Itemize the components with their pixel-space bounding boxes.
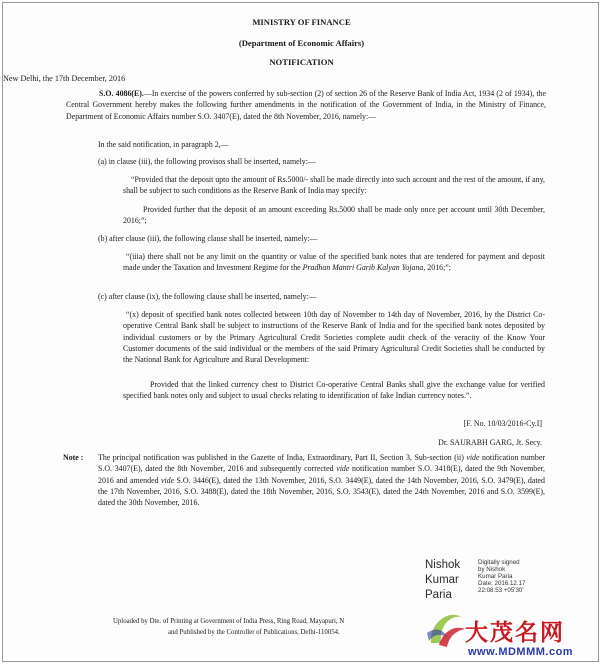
clause-x: “(x) deposit of specified bank notes collected between 10th day of November to 14th day of November, 2016, by the District Co-operative Central Bank shall be subject to instructions of the Reserve Bank of India and for the specified bank notes deposited by individual customers or by the Primary Agricultural Credit Societies complete audit check of the veracity of the Know Your Customer documents of the said individual or the members of the said Primary Agricultural Credit Societies shall be conducted by the National Bank for Agriculture and Rural Development: [123, 310, 545, 365]
place-date: New Delhi, the 17th December, 2016 [3, 74, 126, 83]
footer-line-1: Uploaded by Dte. of Printing at Government of India Press, Ring Road, Mayapuri, N [113, 618, 345, 625]
footer-line-2: and Published by the Controller of Publications, Delhi-110054. [168, 629, 340, 636]
in-notification-text: In the said notification, in paragraph 2,— [98, 140, 229, 149]
signer-name-2: Kumar [425, 574, 459, 586]
intro-paragraph [66, 88, 546, 122]
department-title: (Department of Economic Affairs) [238, 38, 365, 48]
note-label: Note : [63, 453, 84, 462]
clause-iiia [123, 251, 545, 274]
proviso-2: Provided further that the deposit of an amount exceeding Rs.5000 shall be made only once per account until 30th December, 2016;”; [123, 205, 545, 226]
signature-detail-2: by Nishok [478, 566, 506, 573]
notification-title: NOTIFICATION [269, 57, 334, 67]
signature-detail-3: Kumar Paria [478, 573, 513, 580]
file-number: [F. No. 10/03/2016-Cy.I] [463, 419, 542, 428]
gazette-page [2, 2, 599, 662]
signature-detail-1: Digitally signed [478, 559, 520, 566]
signature-detail-5: 22:08:53 +05'30' [478, 587, 524, 594]
signatory: Dr. SAURABH GARG, Jt. Secy. [438, 438, 542, 447]
signature-detail-4: Date: 2016.12.17 [478, 580, 526, 587]
intro-text: —In exercise of the powers conferred by sub-section (2) of section 26 of the Reserve Bank of India Act, 1934 (2 of 1934), the Central Government hereby makes the following further amendments in the notification of the Government of India, in the Ministry of Finance, Department of Economic Affairs number S.O. 3407(E), dated the 8th November, 2016, namely:— [66, 89, 547, 121]
clause-a: (a) in clause (iii), the following provisos shall be inserted, namely:— [98, 157, 316, 166]
clause-b: (b) after clause (iii), the following clause shall be inserted, namely:— [98, 234, 318, 243]
scheme-name: Pradhan Mantri Garib Kalyan Yojana [302, 263, 424, 273]
clause-c: (c) after clause (ix), the following clause shall be inserted, namely:— [98, 292, 317, 301]
watermark-chinese-text: 大茂名网 [465, 620, 565, 646]
proviso-1: “Provided that the deposit upto the amount of Rs.5000/- shall be made directly into such account and the rest of the amount, if any, shall be subject to such conditions as the Reserve Bank of India may specify: [123, 175, 545, 196]
signer-name-3: Paria [425, 589, 452, 601]
signer-name-1: Nishok [425, 559, 461, 571]
watermark-url: www.MDMMM.com [468, 646, 574, 658]
so-number: S.O. 4086(E). [99, 89, 144, 98]
note-text: The principal notification was published in the Gazette of India, Extraordinary, Part II, Section 3, Sub-section (ii) vide notification number S.O. 3407(E), dated the 8th November, 2016 and subsequently corrected vide notification number S.O. 3418(E), dated the 9th November, 2016 and amended vide S.O. 3446(E), dated the 13th November, 2016, S.O. 3449(E), dated the 14th November, 2016, S.O. 3479(E), dated the 17th November, 2016, S.O. 3488(E), dated the 18th November, 2016, S.O. 3543(E), dated the 24th November, 2016 and S.O. 3599(E), dated the 30th November, 2016. [98, 453, 545, 508]
proviso-3: Provided that the linked currency chest to District Co-operative Central Banks shall give the exchange value for verified specified bank notes only and subject to usual checks relating to identification of fake Indian currency notes.”. [123, 380, 545, 401]
clause-iiia-end: , 2016;”; [423, 263, 451, 273]
clause-iiia-text: “(iiia) there shall not be any limit on the quantity or value of the specified bank notes that are tendered for payment and deposit made under the Taxation and Investment Regime for the [123, 252, 545, 273]
ministry-title: MINISTRY OF FINANCE [252, 17, 351, 27]
watermark-emblem-icon [421, 603, 469, 653]
